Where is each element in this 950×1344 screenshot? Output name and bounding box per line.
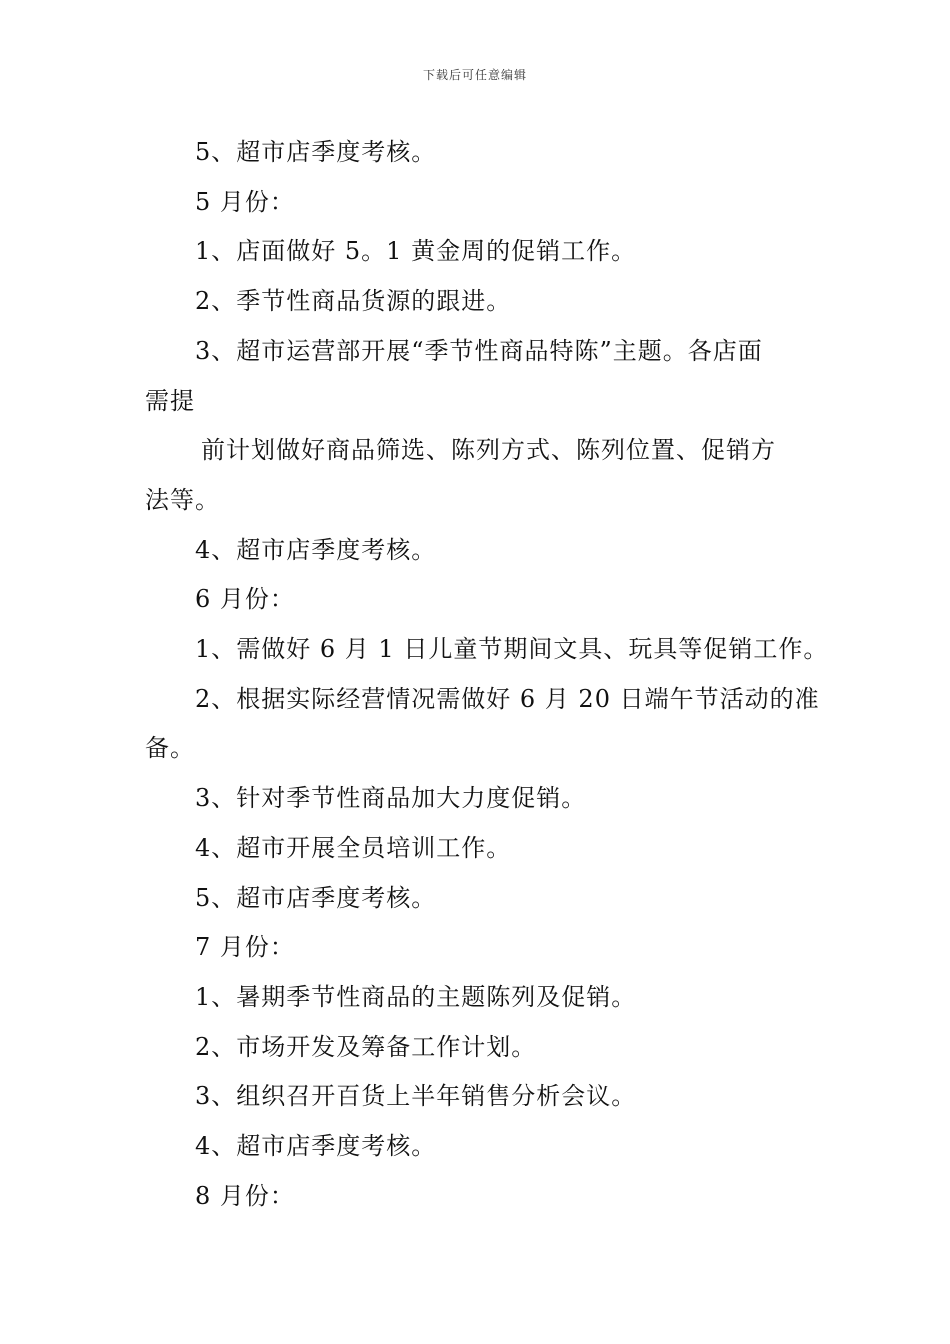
plan-line: 5、超市店季度考核。: [195, 138, 437, 166]
plan-line: 1、店面做好 5。1 黄金周的促销工作。: [195, 237, 637, 266]
month-heading: 7 月份：: [195, 933, 295, 962]
plan-line: 4、超市开展全员培训工作。: [195, 833, 512, 862]
plan-line: 3、超市运营部开展“季节性商品特陈”主题。各店面: [195, 336, 763, 365]
plan-line-continuation: 备。: [145, 734, 195, 763]
plan-line: 2、根据实际经营情况需做好 6 月 20 日端午节活动的准: [195, 684, 820, 713]
plan-line: 5、超市店季度考核。: [195, 883, 437, 912]
plan-line-continuation: 法等。: [145, 485, 220, 514]
plan-line: 4、超市店季度考核。: [195, 1132, 437, 1161]
plan-line: 2、季节性商品货源的跟进。: [195, 287, 512, 316]
month-heading: 5 月份：: [195, 187, 295, 216]
document-body: [145, 128, 829, 1221]
plan-line-continuation: 需提: [145, 386, 195, 415]
plan-line: 4、超市店季度考核。: [195, 535, 437, 564]
plan-line: 3、针对季节性商品加大力度促销。: [195, 784, 587, 813]
plan-line: 前计划做好商品筛选、陈列方式、陈列位置、促销方: [201, 436, 776, 465]
page-header: 下载后可任意编辑: [422, 68, 527, 82]
month-heading: 6 月份：: [195, 585, 295, 614]
plan-line: 1、暑期季节性商品的主题陈列及促销。: [195, 982, 637, 1011]
month-heading: 8 月份：: [195, 1181, 295, 1210]
plan-line: 2、市场开发及筹备工作计划。: [195, 1032, 537, 1061]
plan-line: 1、需做好 6 月 1 日儿童节期间文具、玩具等促销工作。: [195, 635, 829, 664]
plan-line: 3、组织召开百货上半年销售分析会议。: [195, 1082, 637, 1111]
